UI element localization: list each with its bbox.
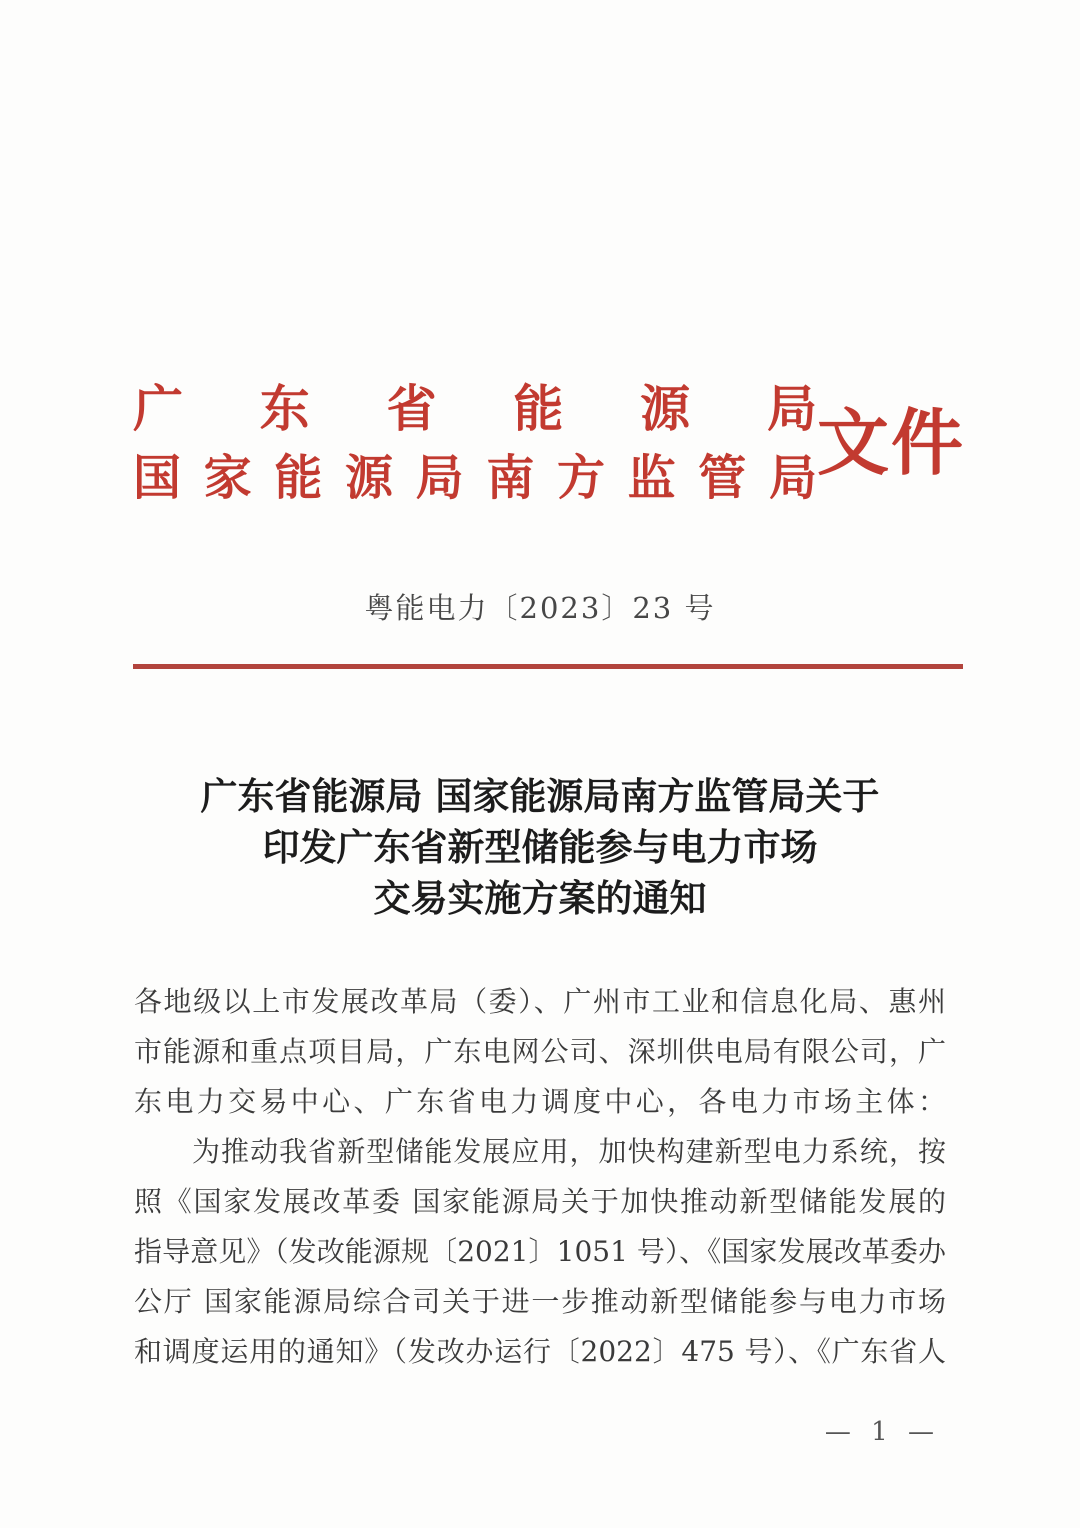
org-name-line-2: 国家能源局南方监管局 bbox=[133, 450, 817, 506]
body-line: 公厅 国家能源局综合司关于进一步推动新型储能参与电力市场 bbox=[134, 1285, 946, 1318]
document-mark: 文件 bbox=[816, 400, 965, 485]
title-line-1: 广东省能源局 国家能源局南方监管局关于 bbox=[200, 774, 880, 818]
document-body bbox=[134, 977, 946, 1377]
title-line-3: 交易实施方案的通知 bbox=[373, 876, 707, 920]
body-line: 照《国家发展改革委 国家能源局关于加快推动新型储能发展的 bbox=[134, 1185, 946, 1218]
page-footer bbox=[825, 1417, 940, 1447]
document-title bbox=[0, 771, 1080, 924]
body-line: 各地级以上市发展改革局（委）、广州市工业和信息化局、惠州 bbox=[134, 985, 946, 1018]
page-number: — 1 — bbox=[824, 1417, 940, 1447]
title-line-2: 印发广东省新型储能参与电力市场 bbox=[262, 825, 818, 869]
org-name-line-1: 广东省能源局 bbox=[133, 379, 817, 438]
body-line: 市能源和重点项目局，广东电网公司、深圳供电局有限公司，广 bbox=[134, 1035, 946, 1068]
issuing-org-names bbox=[133, 379, 817, 506]
body-line: 东电力交易中心、广东省电力调度中心，各电力市场主体： bbox=[134, 1085, 946, 1118]
document-number: 粤能电力〔2023〕23 号 bbox=[364, 591, 716, 625]
letterhead bbox=[133, 379, 965, 506]
red-divider-rule bbox=[133, 664, 963, 669]
body-line: 指导意见》（发改能源规〔2021〕1051 号）、《国家发展改革委办 bbox=[134, 1235, 946, 1268]
body-line-paragraph-start: 为推动我省新型储能发展应用，加快构建新型电力系统，按 bbox=[192, 1135, 946, 1168]
body-line: 和调度运用的通知》（发改办运行〔2022〕475 号）、《广东省人 bbox=[134, 1335, 946, 1368]
